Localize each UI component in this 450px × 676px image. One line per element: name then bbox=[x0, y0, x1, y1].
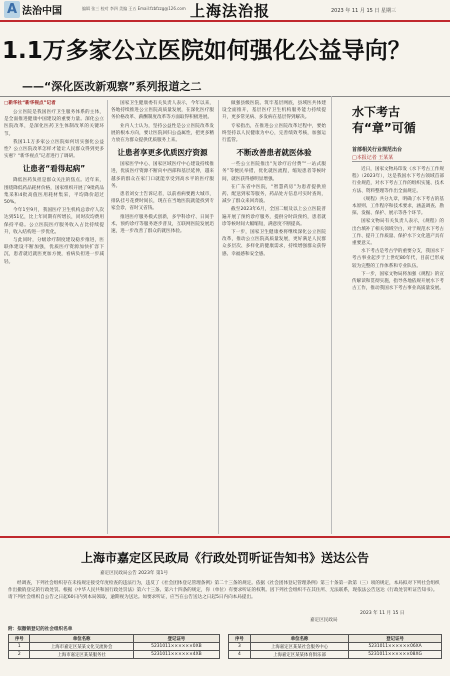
table-cell: 3 bbox=[229, 643, 251, 651]
table-cell: 5231011××××××0XB bbox=[133, 643, 219, 651]
table-header-row bbox=[229, 635, 442, 643]
section-heading: 让患者“看得起病” bbox=[22, 164, 86, 174]
section-letter: A bbox=[4, 1, 20, 18]
paragraph: 公立医院是我国医疗卫生服务体系的主体，是全面推进健康中国建设的重要力量。深化公立医院改革，是深化医药卫生体制改革的关键环节。 bbox=[4, 110, 104, 137]
notice-top-rule bbox=[0, 536, 450, 538]
notice-attachment-label: 附：拟撤销登记的社会组织名单 bbox=[8, 627, 73, 632]
paragraph: 做强县级医院、筑牢基层网底，县域医共体建设全面推开，基层医疗卫生机构服务能力持续提升，更多常见病、多发病在基层得到解决。 bbox=[222, 101, 326, 121]
paragraph: 今年1至9月，我国医疗卫生机构总诊疗人次达到51亿，比上年同期有所增长，同时次均费用保持平稳。公立医院医疗服务收入占比持续提升，收入结构进一步优化。 bbox=[4, 208, 104, 235]
column-divider bbox=[218, 100, 219, 534]
article-column-1 bbox=[4, 100, 104, 534]
masthead-meta: 编辑 张三 校对 李四 美编 王五 Email:fzbfzzg@126.com bbox=[82, 6, 186, 11]
newspaper-logo: 上海法治报 bbox=[190, 2, 271, 20]
paragraph: 患者刘女士告诉记者，以前看病要跑大城市，排队挂号花费时间长，现在在当地医院就能找到专家会诊，省时又省钱。 bbox=[111, 192, 214, 212]
notice-paragraph: 经调查，下列社会组织存在未按规定接受年度检查的违法行为，违反了《社会团体登记管理条例》第二十三条的规定。依据《社会团体登记管理条例》第三十条第一款第（三）项的规定，本局拟对下列社会组织作出撤销登记的行政处罚。根据《中华人民共和国行政处罚法》第六十三条、第六十四条的规定，你（单位）有要求听证的权利。因下列社会组织不在其住所、无法联系，现依法公告送达《行政处罚听证告知书》。请下列社会组织自公告之日起60日内到本局领取，逾期视为送达。如要求听证，应当在公告送达之日起5日内向本局提出。 bbox=[8, 581, 440, 601]
paragraph: 降低医药负担是群众关注的焦点。近年来，围绕降低药品耗材价格，国家组织开展了9批药品集采和4批高值医用耗材集采，平均降价超过50%。 bbox=[4, 178, 104, 206]
paragraph: 专家指出，在推进公立医院改革过程中，要始终坚持以人民健康为中心，完善绩效考核，加强运行监管。 bbox=[222, 123, 326, 144]
article-column-3 bbox=[222, 100, 326, 534]
section-name: 法治中国 bbox=[22, 6, 62, 17]
paragraph: 一些公立医院推出“先诊疗后付费”“一站式服务”等便民举措，优化就医流程，缩短患者等候时间，就医获得感明显增强。 bbox=[222, 162, 326, 182]
table-header: 序号 bbox=[9, 635, 30, 643]
paragraph: 下一步，国家文物局将加强《规程》的宣传解读和贯彻实施，指导各地依规开展水下考古工作，推动我国水下考古事业高质量发展。 bbox=[352, 271, 444, 292]
issue-date: 2023 年 11 月 15 日 星期三 bbox=[331, 8, 396, 14]
table-cell: 5231011××××××08XG bbox=[349, 651, 442, 659]
article-headline: 1.1万多家公立医院如何强化公益导向？ bbox=[2, 38, 411, 64]
masthead-rule bbox=[0, 20, 450, 22]
table-cell: 上海嘉定区某某社会服务中心 bbox=[250, 643, 348, 651]
sidebar-body bbox=[352, 166, 444, 534]
notice-issuer: 嘉定区民政局公告 2023年 第1号 bbox=[100, 571, 169, 576]
section-heading: 不断改善患者就医体验 bbox=[236, 148, 312, 158]
table-cell: 2 bbox=[9, 651, 30, 659]
table-row bbox=[9, 643, 220, 651]
sidebar-subtitle: 首部相关行业规范出台 bbox=[352, 147, 403, 153]
notice-title: 上海市嘉定区民政局《行政处罚听证告知书》送达公告 bbox=[80, 551, 369, 565]
column-divider bbox=[331, 96, 332, 534]
paragraph: 近日，国家文物局印发《水下考古工作规程》（2023年），这是我国水下考古领域首部行业规范，对水下考古工作的组织实施、技术方法、资料整理等作出全面规定。 bbox=[352, 167, 444, 194]
sidebar-byline: □本报记者 王某某 bbox=[352, 155, 394, 161]
paragraph: 在广东省中医院，“智慧药房”为患者提供煎药、配送到家等服务，药品处方信息可实时查询，减少了群众来回奔波。 bbox=[222, 184, 326, 205]
section-heading: 让患者享更多优质医疗资源 bbox=[117, 148, 208, 158]
table-cell: 上海市嘉定区某某服务社 bbox=[30, 651, 133, 659]
paragraph: 《规程》共分九章，明确了水下考古的基本原则、工作程序和技术要求，涵盖调查、勘探、发掘、保护、展示等各个环节。 bbox=[352, 196, 444, 217]
table-cell: 1 bbox=[9, 643, 30, 651]
table-cell: 上海嘉定区某某体育俱乐部 bbox=[250, 651, 348, 659]
paragraph: 截至2023年6月，全国二级及以上公立医院普遍开展了预约诊疗服务，提供分时段预约，患者就诊等候时间大幅缩短，满意度不断提高。 bbox=[222, 207, 326, 227]
paragraph: 国家卫生健康委有关负责人表示，今年以来，各地持续推进公立医院高质量发展，在深化医疗服务价格改革、薪酬制度改革等方面取得积极进展。 bbox=[111, 101, 214, 121]
table-cell: 上海市嘉定区某某文化交流协会 bbox=[30, 643, 133, 651]
paragraph: 与此同时，分级诊疗制度建设稳步推进，医联体建设不断加强，优质医疗资源加快扩容下沉，患者就近就医更加方便，看病负担进一步减轻。 bbox=[4, 238, 104, 265]
paragraph: 国家文物局有关负责人表示，《规程》的出台填补了相关领域空白，对于规范水下考古工作、提升工作质量、保护水下文化遗产具有重要意义。 bbox=[352, 219, 444, 247]
table-header: 登记证号 bbox=[349, 635, 442, 643]
table-cell: 5231011××××××4XB bbox=[133, 651, 219, 659]
table-cell: 5231011××××××06XA bbox=[349, 643, 442, 651]
paragraph: 业内人士认为，坚持公益性是公立医院改革发展的根本方向，要让医院回归公益属性，把更多精力放在为群众提供优质服务上来。 bbox=[111, 123, 214, 144]
article-column-2 bbox=[111, 100, 214, 534]
paragraph: 我国1.1万多家公立医院如何切实强化公益性？公立医院改革怎样才能让人民群众得到更多实惠？“新华视点”记者进行了调研。 bbox=[4, 139, 104, 160]
table-row bbox=[229, 651, 442, 659]
notice-signature-date: 2023 年 11 月 15 日 bbox=[360, 611, 405, 616]
notice-table-right bbox=[228, 634, 442, 659]
table-row bbox=[229, 643, 442, 651]
paragraph: 国家医学中心、国家区域医疗中心建设持续推进，优质医疗资源不断向中西部和基层延伸，越来越多的群众在家门口就能享受到高水平的医疗服务。 bbox=[111, 162, 214, 189]
table-header: 单位名称 bbox=[30, 635, 133, 643]
table-header-row bbox=[9, 635, 220, 643]
table-cell: 4 bbox=[229, 651, 251, 659]
sidebar-divider bbox=[352, 161, 442, 162]
article-byline: □新华社“新华视点”记者 bbox=[4, 101, 56, 106]
notice-table-left bbox=[8, 634, 220, 659]
column-divider bbox=[107, 100, 108, 534]
table-header: 序号 bbox=[229, 635, 251, 643]
paragraph: 推进医疗服务模式创新，多学科诊疗、日间手术、预约诊疗等服务逐步普及，互联网医院发展迅速，进一步改善了群众的就医体验。 bbox=[111, 214, 214, 235]
table-row bbox=[9, 651, 220, 659]
paragraph: 下一步，国家卫生健康委将继续深化公立医院改革，推动公立医院高质量发展，更好满足人民群众多层次、多样化的健康需求，持续增强群众获得感、幸福感和安全感。 bbox=[222, 230, 326, 257]
sidebar-title: 水下考古 有“章”可循 bbox=[352, 105, 416, 135]
table-header: 登记证号 bbox=[133, 635, 219, 643]
paragraph: 水下考古是考古学的重要分支，我国水下考古事业起步于上世纪80年代，目前已形成较为完整的工作体系和专业队伍。 bbox=[352, 249, 444, 269]
article-subhead: ——“深化医改新观察”系列报道之二 bbox=[22, 80, 202, 93]
notice-signature-org: 嘉定区民政局 bbox=[310, 618, 338, 623]
table-header: 单位名称 bbox=[250, 635, 348, 643]
notice-body bbox=[8, 580, 442, 602]
